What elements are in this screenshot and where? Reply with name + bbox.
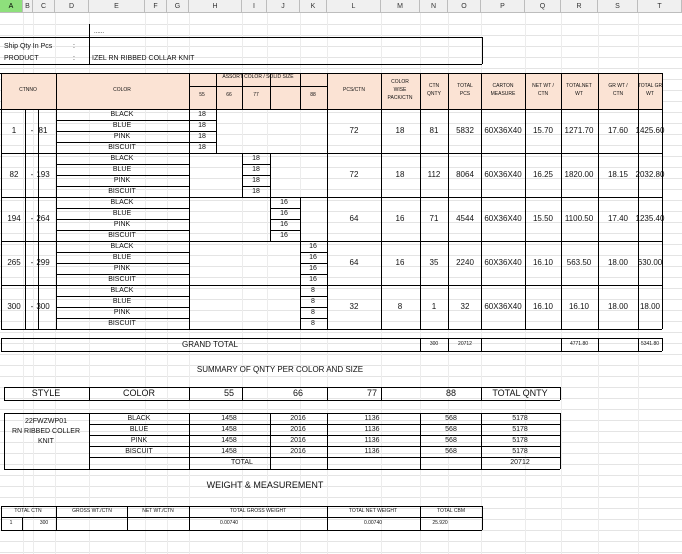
border-line xyxy=(89,424,560,425)
border-line xyxy=(300,318,327,319)
size-qty: 18 xyxy=(252,166,260,173)
size-qty: 18 xyxy=(198,111,206,118)
border-line xyxy=(300,274,327,275)
ctn-from: 194 xyxy=(7,214,21,223)
ctn-qnty: 35 xyxy=(429,258,439,267)
border-line xyxy=(1,506,482,507)
ctn-dash: - xyxy=(30,214,34,223)
border-line xyxy=(4,400,560,401)
border-line xyxy=(0,497,682,498)
total-gr-wt: 630.00 xyxy=(637,258,663,267)
ctn-dash: - xyxy=(30,126,34,135)
border-line xyxy=(0,46,682,47)
size-qty: 16 xyxy=(280,232,288,239)
column-header-k[interactable]: K xyxy=(300,0,327,13)
border-line xyxy=(270,153,271,197)
border-line xyxy=(56,164,189,165)
border-line xyxy=(0,409,682,410)
ctn-qnty: 1 xyxy=(431,302,437,311)
pack-ctn: 16 xyxy=(395,214,405,223)
weight-ctn-value: 300 xyxy=(39,520,49,526)
summary-66: 2016 xyxy=(290,426,306,433)
carton-measure: 60X36X40 xyxy=(484,214,522,223)
total-net-wt: 16.10 xyxy=(568,302,590,311)
assort-header: ASSORT COLOR / SOLID SIZE xyxy=(222,74,294,80)
summary-total: 5178 xyxy=(512,437,528,444)
total-net-wt: 563.50 xyxy=(566,258,592,267)
weight-ctn-one: 1 xyxy=(9,520,13,526)
border-line xyxy=(662,73,663,109)
carton-measure-header: CARTON xyxy=(492,83,514,89)
gr-wt: 17.60 xyxy=(607,126,629,135)
border-line xyxy=(1,338,2,351)
border-line xyxy=(1,351,662,352)
ctn-dash: - xyxy=(30,302,34,311)
grand-total-net: 4771.80 xyxy=(569,341,589,347)
column-header-o[interactable]: O xyxy=(448,0,481,13)
border-line xyxy=(1,329,662,330)
size-qty: 16 xyxy=(309,265,317,272)
size-qty: 18 xyxy=(252,188,260,195)
border-line xyxy=(0,519,682,520)
summary-88: 568 xyxy=(445,415,457,422)
total-net-header: WT xyxy=(575,91,583,97)
border-line xyxy=(4,387,560,388)
border-line xyxy=(89,24,90,64)
border-line xyxy=(1,517,482,518)
border-line xyxy=(0,73,662,74)
net-wt: 15.50 xyxy=(532,214,554,223)
total-gr-wt: 2032.80 xyxy=(635,170,665,179)
border-line xyxy=(327,109,328,329)
net-wt: 16.10 xyxy=(532,302,554,311)
border-line xyxy=(300,197,301,241)
size-qty: 18 xyxy=(198,122,206,129)
summary-header: 55 xyxy=(223,388,234,398)
border-line xyxy=(0,398,682,399)
carton-measure-header: MEASURE xyxy=(490,91,516,97)
gr-wt-header: CTN xyxy=(612,91,624,97)
border-line xyxy=(270,197,271,241)
block-color: PINK xyxy=(113,177,131,184)
ctn-from: 1 xyxy=(11,126,17,135)
summary-color: PINK xyxy=(130,437,148,444)
border-line xyxy=(56,142,189,143)
summary-88: 568 xyxy=(445,448,457,455)
ctn-from: 265 xyxy=(7,258,21,267)
border-line xyxy=(242,153,243,197)
column-header-n[interactable]: N xyxy=(420,0,448,13)
total-net-wt: 1820.00 xyxy=(564,170,594,179)
column-header-r[interactable]: R xyxy=(561,0,598,13)
column-header-q[interactable]: Q xyxy=(525,0,561,13)
ctn-qnty-header: QNTY xyxy=(427,91,441,97)
summary-color: BLUE xyxy=(129,426,149,433)
column-header-f[interactable]: F xyxy=(145,0,167,13)
gr-wt: 18.00 xyxy=(607,302,629,311)
block-color: BISCUIT xyxy=(108,320,136,327)
border-line xyxy=(89,457,560,458)
size-qty: 16 xyxy=(280,221,288,228)
block-color: BLUE xyxy=(112,122,132,129)
product-label: PRODUCT xyxy=(4,55,39,62)
summary-77: 1136 xyxy=(364,437,380,444)
weight-header: GROSS WT./CTN xyxy=(72,508,112,514)
ctn-from: 300 xyxy=(7,302,21,311)
size-qty: 18 xyxy=(198,144,206,151)
color-header: COLOR xyxy=(113,87,131,93)
border-line xyxy=(0,541,682,542)
total-pcs-header: PCS xyxy=(459,91,471,97)
ship-qty-label: Ship Qty In Pcs xyxy=(4,43,53,50)
size-qty: 8 xyxy=(311,298,315,305)
border-line xyxy=(56,230,189,231)
summary-header: 66 xyxy=(292,388,303,398)
border-line xyxy=(300,285,301,329)
block-color: PINK xyxy=(113,265,131,272)
border-line xyxy=(481,109,482,329)
border-line xyxy=(56,318,189,319)
product-colon: : xyxy=(73,55,75,62)
total-pcs: 8064 xyxy=(456,170,474,179)
summary-color: BLACK xyxy=(127,415,151,422)
size-qty: 18 xyxy=(198,133,206,140)
summary-title: SUMMARY OF QNTY PER COLOR AND SIZE xyxy=(196,365,364,374)
summary-total: 5178 xyxy=(512,448,528,455)
block-color: BISCUIT xyxy=(108,276,136,283)
summary-total: 5178 xyxy=(512,415,528,422)
border-line xyxy=(0,552,682,553)
border-line xyxy=(216,109,217,153)
border-line xyxy=(300,241,301,285)
net-wt: 16.25 xyxy=(532,170,554,179)
column-header-b[interactable]: B xyxy=(23,0,33,13)
border-line xyxy=(0,354,682,355)
border-line xyxy=(300,252,327,253)
ctn-to: 81 xyxy=(38,126,48,135)
total-gr-header: WT xyxy=(646,91,654,97)
summary-77: 1136 xyxy=(364,426,380,433)
border-line xyxy=(56,296,189,297)
size-qty: 16 xyxy=(309,276,317,283)
total-pcs: 32 xyxy=(460,302,470,311)
pcs-ctn: 72 xyxy=(349,170,359,179)
border-line xyxy=(4,413,560,414)
border-line xyxy=(381,109,382,329)
total-net-weight: 0.00740 xyxy=(363,520,383,526)
border-line xyxy=(56,120,189,121)
summary-66: 2016 xyxy=(290,437,306,444)
border-line xyxy=(0,332,682,333)
border-line xyxy=(662,109,663,329)
column-header-l[interactable]: L xyxy=(327,0,381,13)
border-line xyxy=(56,274,189,275)
border-line xyxy=(0,109,662,110)
ctn-from: 82 xyxy=(9,170,19,179)
total-gross-weight: 0.00740 xyxy=(219,520,239,526)
column-header-d[interactable]: D xyxy=(55,0,89,13)
weight-header: TOTAL GROSS WEIGHT xyxy=(229,508,287,514)
block-color: BISCUIT xyxy=(108,188,136,195)
block-color: PINK xyxy=(113,133,131,140)
color-wise-header: WISE xyxy=(393,87,407,93)
grand-total-label: GRAND TOTAL xyxy=(181,340,238,349)
net-wt-header: CTN xyxy=(537,91,549,97)
total-pcs: 4544 xyxy=(456,214,474,223)
summary-header: COLOR xyxy=(122,388,155,398)
gr-wt: 17.40 xyxy=(607,214,629,223)
column-header-g[interactable]: G xyxy=(167,0,189,13)
carton-measure: 60X36X40 xyxy=(484,170,522,179)
border-line xyxy=(1,241,662,242)
total-gr-wt: 18.00 xyxy=(639,302,661,311)
total-pcs: 5832 xyxy=(456,126,474,135)
ctn-to: 300 xyxy=(36,302,50,311)
border-line xyxy=(4,469,560,470)
border-line xyxy=(189,142,216,143)
pcs-ctn: 64 xyxy=(349,214,359,223)
ctn-qnty: 71 xyxy=(429,214,439,223)
column-header-e[interactable]: E xyxy=(89,0,145,13)
weight-header: TOTAL CBM xyxy=(437,508,465,514)
total-gr-wt: 1235.40 xyxy=(635,214,665,223)
summary-88: 568 xyxy=(445,426,457,433)
ctn-qnty: 81 xyxy=(429,126,439,135)
border-line xyxy=(420,109,421,329)
border-line xyxy=(0,35,682,36)
color-wise-header: PACK/CTN xyxy=(387,95,413,101)
ctn-to: 264 xyxy=(36,214,50,223)
block-color: PINK xyxy=(113,309,131,316)
border-line xyxy=(1,153,662,154)
summary-header: STYLE xyxy=(31,388,61,398)
block-color: BLACK xyxy=(110,155,134,162)
border-line xyxy=(270,208,300,209)
color-wise-header: COLOR xyxy=(391,79,409,85)
border-line xyxy=(56,186,189,187)
total-pcs: 2240 xyxy=(456,258,474,267)
border-line xyxy=(270,230,300,231)
style-text: 22FWZWP01 xyxy=(24,418,67,425)
pack-ctn: 18 xyxy=(395,170,405,179)
total-net-wt: 1100.50 xyxy=(564,214,594,223)
border-line xyxy=(598,109,599,329)
ctn-to: 193 xyxy=(36,170,50,179)
border-line xyxy=(0,64,482,65)
carton-measure: 60X36X40 xyxy=(484,302,522,311)
style-text: KNIT xyxy=(38,438,54,445)
column-header-t[interactable]: T xyxy=(638,0,682,13)
carton-measure: 60X36X40 xyxy=(484,258,522,267)
ctn-dash: - xyxy=(30,258,34,267)
column-header-p[interactable]: P xyxy=(481,0,525,13)
total-net-wt: 1271.70 xyxy=(564,126,594,135)
summary-total-value: 20712 xyxy=(510,459,530,466)
size-header-66: 66 xyxy=(226,92,232,98)
border-line xyxy=(0,475,682,476)
border-line xyxy=(4,413,5,469)
block-color: BLUE xyxy=(112,254,132,261)
border-line xyxy=(56,208,189,209)
border-line xyxy=(1,109,2,329)
net-wt: 16.10 xyxy=(532,258,554,267)
border-line xyxy=(638,73,639,109)
net-wt: 15.70 xyxy=(532,126,554,135)
summary-66: 2016 xyxy=(290,448,306,455)
weight-header: TOTAL NET WEIGHT xyxy=(348,508,398,514)
block-color: BLUE xyxy=(112,210,132,217)
ship-qty-colon: : xyxy=(73,43,75,50)
summary-77: 1136 xyxy=(364,448,380,455)
summary-header: 77 xyxy=(366,388,377,398)
cut-text: ...... xyxy=(94,29,105,35)
summary-header: TOTAL QNTY xyxy=(492,388,548,398)
size-qty: 8 xyxy=(311,287,315,294)
block-color: BLUE xyxy=(112,298,132,305)
column-header-s[interactable]: S xyxy=(598,0,638,13)
net-wt-header: NET WT / xyxy=(532,83,554,89)
ctn-qnty: 112 xyxy=(427,170,441,179)
column-header-i[interactable]: I xyxy=(242,0,267,13)
summary-total: 5178 xyxy=(512,426,528,433)
ctn-to: 299 xyxy=(36,258,50,267)
summary-88: 568 xyxy=(445,437,457,444)
border-line xyxy=(242,186,270,187)
border-line xyxy=(482,37,483,64)
pack-ctn: 16 xyxy=(395,258,405,267)
pcs-ctn: 32 xyxy=(349,302,359,311)
pack-ctn: 8 xyxy=(397,302,403,311)
size-header-55: 55 xyxy=(199,92,205,98)
size-qty: 8 xyxy=(311,309,315,316)
pcs-ctn: 64 xyxy=(349,258,359,267)
size-header-88: 88 xyxy=(310,92,316,98)
total-gr-wt: 1425.60 xyxy=(635,126,665,135)
grand-total-pcs: 20712 xyxy=(458,341,472,347)
column-header-a[interactable]: A xyxy=(0,0,23,13)
block-color: BLACK xyxy=(110,111,134,118)
gr-wt: 18.00 xyxy=(607,258,629,267)
ctn-qnty-header: CTN xyxy=(428,83,440,89)
size-qty: 16 xyxy=(280,210,288,217)
column-header-m[interactable]: M xyxy=(381,0,420,13)
product-value: IZEL RN RIBBED COLLAR KNIT xyxy=(92,55,195,62)
grand-total-ctn: 300 xyxy=(429,341,439,347)
block-color: BLACK xyxy=(110,287,134,294)
summary-header: 88 xyxy=(445,388,456,398)
border-line xyxy=(56,109,57,329)
summary-55: 1458 xyxy=(221,437,237,444)
border-line xyxy=(638,109,639,329)
summary-66: 2016 xyxy=(290,415,306,422)
size-qty: 16 xyxy=(280,199,288,206)
block-color: BLACK xyxy=(110,243,134,250)
carton-measure: 60X36X40 xyxy=(484,126,522,135)
border-line xyxy=(38,109,39,329)
border-line xyxy=(1,285,662,286)
border-line xyxy=(89,435,560,436)
block-color: BLUE xyxy=(112,166,132,173)
border-line xyxy=(242,164,270,165)
size-qty: 18 xyxy=(252,177,260,184)
border-line xyxy=(1,338,662,339)
weight-header: TOTAL CTN xyxy=(14,508,42,514)
border-line xyxy=(561,109,562,329)
grand-total-gross: 5341.80 xyxy=(640,341,660,347)
column-header-c[interactable]: C xyxy=(33,0,55,13)
block-color: BISCUIT xyxy=(108,232,136,239)
block-color: BISCUIT xyxy=(108,144,136,151)
block-color: PINK xyxy=(113,221,131,228)
border-line xyxy=(0,68,682,69)
border-line xyxy=(25,109,26,329)
ctn-dash: - xyxy=(30,170,34,179)
size-qty: 16 xyxy=(309,243,317,250)
weight-header: NET WT./CTN xyxy=(142,508,174,514)
total-pcs-header: TOTAL xyxy=(457,83,473,89)
border-line xyxy=(1,530,482,531)
total-gr-header: TOTAL GR xyxy=(637,83,663,89)
total-net-header: TOTALNET xyxy=(566,83,592,89)
pcs-ctn-header: PCS/CTN xyxy=(343,87,365,93)
summary-77: 1136 xyxy=(364,415,380,422)
border-line xyxy=(189,109,190,329)
ctn-no-header: CTNNO xyxy=(19,87,37,93)
border-line xyxy=(300,296,327,297)
block-color: BLACK xyxy=(110,199,134,206)
size-qty: 18 xyxy=(252,155,260,162)
size-header-77: 77 xyxy=(253,92,259,98)
summary-55: 1458 xyxy=(221,415,237,422)
pcs-ctn: 72 xyxy=(349,126,359,135)
gr-wt: 18.15 xyxy=(607,170,629,179)
style-text: RN RIBBED COLLER xyxy=(11,428,81,435)
size-qty: 16 xyxy=(309,254,317,261)
column-header-j[interactable]: J xyxy=(267,0,300,13)
weight-title: WEIGHT & MEASUREMENT xyxy=(206,480,324,490)
border-line xyxy=(0,24,682,25)
total-cbm: 25.920 xyxy=(432,520,448,526)
border-line xyxy=(89,446,560,447)
border-line xyxy=(448,109,449,329)
summary-color: BISCUIT xyxy=(125,448,153,455)
summary-55: 1458 xyxy=(221,448,237,455)
border-line xyxy=(56,252,189,253)
border-line xyxy=(0,376,682,377)
border-line xyxy=(1,197,662,198)
summary-55: 1458 xyxy=(221,426,237,433)
border-line xyxy=(525,109,526,329)
border-line xyxy=(0,37,482,38)
border-line xyxy=(189,120,216,121)
gr-wt-header: GR WT / xyxy=(608,83,628,89)
summary-total-label: TOTAL xyxy=(231,459,253,466)
size-qty: 8 xyxy=(311,320,315,327)
pack-ctn: 18 xyxy=(395,126,405,135)
column-header-h[interactable]: H xyxy=(189,0,242,13)
